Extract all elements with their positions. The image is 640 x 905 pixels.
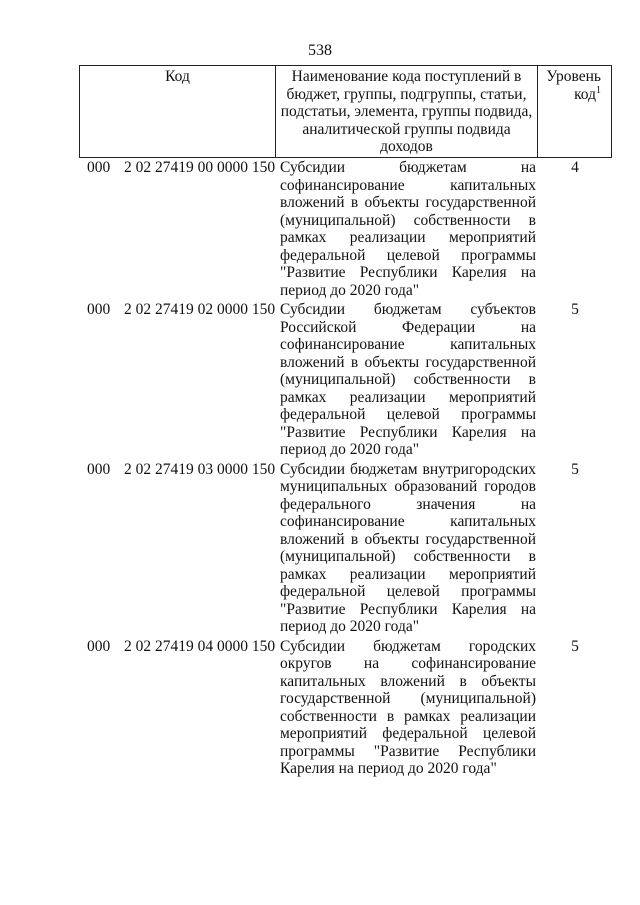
list-item xyxy=(79,461,611,636)
row-code: 2 02 27419 04 0000 150 xyxy=(124,637,276,655)
row-prefix: 000 xyxy=(87,159,111,176)
row-code: 2 02 27419 03 0000 150 xyxy=(124,460,276,478)
header-code: Код xyxy=(80,66,276,158)
row-name: Субсидии бюджетам субъектов Российской Федерации на софинансирование капитальных вложений в объекты государственной (муниципальной) собственности в рамках реализации мероприятий федеральной целевой программы "Развитие Республики Карелия на период до 2020 года" xyxy=(280,301,536,458)
row-level: 4 xyxy=(571,159,579,176)
header-level-footnote: 1 xyxy=(596,84,601,96)
row-code: 2 02 27419 00 0000 150 xyxy=(124,159,276,176)
header-level xyxy=(538,66,612,158)
row-prefix: 000 xyxy=(87,637,111,655)
header-name: Наименование кода поступлений в бюджет, группы, подгруппы, статьи, подстатьи, элемента, группы подвида, аналитической группы подвида доходов xyxy=(276,66,538,158)
list-item xyxy=(79,159,611,299)
header-table xyxy=(79,65,612,158)
row-prefix: 000 xyxy=(87,301,111,318)
row-prefix: 000 xyxy=(87,460,111,478)
row-name: Субсидии бюджетам городских округов на софинансирование капитальных вложений в объекты государственной (муниципальной) собственности в рамках реализации мероприятий федеральной целевой программы "Развитие Республики Карелия на период до 2020 года" xyxy=(280,637,536,777)
header-level-label: Уровень код xyxy=(546,68,601,103)
row-level: 5 xyxy=(571,301,579,318)
header-row xyxy=(80,66,612,158)
list-item xyxy=(79,638,611,778)
revenue-code-list xyxy=(79,159,611,778)
row-code: 2 02 27419 02 0000 150 xyxy=(124,301,276,318)
page-number: 538 xyxy=(308,42,332,59)
row-name: Субсидии бюджетам на софинансирование капитальных вложений в объекты государственной (муниципальной) собственности в рамках реализации мероприятий федеральной целевой программы "Развитие Республики Карелия на период до 2020 года" xyxy=(280,159,536,299)
row-name: Субсидии бюджетам внутригородских муниципальных образований городов федерального значения на софинансирование капитальных вложений в объекты государственной (муниципальной) собственности в рамках реализации мероприятий федеральной целевой программы "Развитие Республики Карелия на период до 2020 года" xyxy=(280,460,536,635)
list-item xyxy=(79,301,611,459)
row-level: 5 xyxy=(571,460,579,478)
row-level: 5 xyxy=(571,637,579,655)
